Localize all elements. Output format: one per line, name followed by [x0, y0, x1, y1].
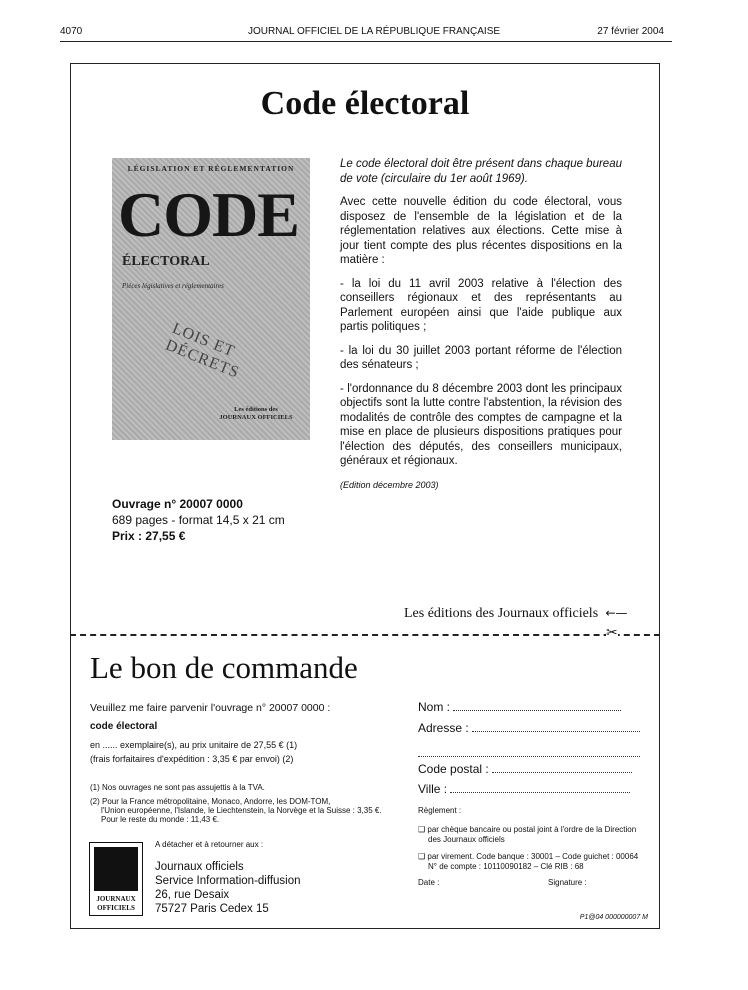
ouvrage-details: 689 pages - format 14,5 x 21 cm — [112, 513, 285, 527]
item-1: - la loi du 11 avril 2003 relative à l'élection des conseillers régionaux et des représentants au Parlement européen ainsi que l'aide publique aux partis politiques ; — [340, 277, 622, 333]
body-text: Avec cette nouvelle édition du code électoral, vous disposez de l'ensemble de la législation et de la réglementation relatives aux élections. Cette mise à jour tient compte des plus récentes dispositions en la matière : — [340, 196, 622, 266]
cover-top-line: LÉGISLATION ET RÉGLEMENTATION — [127, 164, 295, 173]
cover-lois: LOIS ET DÉCRETS — [162, 319, 242, 382]
header-rule — [60, 41, 672, 42]
adresse-field[interactable] — [418, 721, 640, 735]
note-2b: l'Union européenne, l'Islande, le Liechtenstein, la Norvège et la Suisse : 3,35 €. — [101, 806, 382, 815]
ouvrage-info — [112, 496, 285, 544]
cut-line — [70, 634, 660, 636]
nom-field[interactable] — [418, 700, 621, 714]
address-line-1: Journaux officiels — [155, 861, 244, 873]
cheque-line-2: des Journaux officiels — [428, 834, 505, 844]
order-line4: (frais forfaitaires d'expédition : 3,35 € par envoi) (2) — [90, 754, 294, 764]
ouvrage-price: Prix : 27,55 € — [112, 529, 186, 543]
code-postal-field[interactable] — [418, 762, 632, 776]
arrow-left-icon: ←— — [601, 606, 628, 620]
order-line3: en ...... exemplaire(s), au prix unitaire de 27,55 € (1) — [90, 740, 298, 750]
note-1: (1) Nos ouvrages ne sont pas assujettis à la TVA. — [90, 783, 265, 792]
note-2c: Pour le reste du monde : 11,43 €. — [101, 815, 220, 824]
reglement-label: Règlement : — [418, 806, 462, 815]
signature-label: Signature : — [548, 878, 587, 887]
order-line1: Veuillez me faire parvenir l'ouvrage n° 20007 0000 : — [90, 702, 331, 714]
payment-virement-option[interactable] — [418, 852, 638, 871]
cover-jo: Les éditions des JOURNAUX OFFICIELS — [219, 406, 293, 421]
item-2: - la loi du 30 juillet 2003 portant réforme de l'élection des sénateurs ; — [340, 344, 622, 371]
adresse-input-2[interactable] — [418, 746, 640, 757]
virement-line-2: N° de compte : 10110090182 – Clé RIB : 68 — [428, 861, 584, 871]
detach-text: A détacher et à retourner aux : — [155, 840, 264, 849]
edition-note: (Edition décembre 2003) — [340, 479, 439, 490]
cover-electoral: ÉLECTORAL — [122, 254, 210, 269]
page-title: Code électoral — [260, 85, 470, 122]
book-cover-image — [112, 158, 310, 440]
ville-field[interactable] — [418, 782, 630, 796]
editions-text: Les éditions des Journaux officiels — [404, 606, 599, 621]
cheque-line-1: ❑ par chèque bancaire ou postal joint à l'ordre de la Direction — [418, 825, 637, 834]
adresse-label: Adresse : — [418, 721, 469, 735]
note-2a: (2) Pour la France métropolitaine, Monaco, Andorre, les DOM-TOM, — [90, 797, 331, 806]
journal-title: JOURNAL OFFICIEL DE LA RÉPUBLIQUE FRANÇAISE — [247, 26, 501, 37]
description — [340, 157, 622, 501]
address-line-4: 75727 Paris Cedex 15 — [155, 903, 269, 915]
nom-label: Nom : — [418, 700, 451, 714]
item-3: - l'ordonnance du 8 décembre 2003 dont les principaux objectifs sont la lutte contre l'abstention, la révision des modalités de contrôle des comptes de campagne et la mise en place de plusieurs dispositions pratiques pour l'élection des députés, des conseillers municipaux, généraux et régionaux. — [340, 382, 622, 467]
nom-input[interactable] — [453, 700, 621, 711]
return-address — [155, 860, 301, 916]
page-number: 4070 — [60, 26, 83, 37]
adresse-input[interactable] — [472, 721, 640, 732]
ville-input[interactable] — [450, 782, 630, 793]
cover-code: CODE — [118, 179, 299, 250]
payment-cheque-option[interactable] — [418, 825, 636, 844]
journaux-officiels-logo — [89, 842, 143, 916]
virement-line-1: ❑ par virement. Code banque : 30001 – Code guichet : 00064 — [418, 852, 639, 861]
adresse-line-2[interactable] — [418, 744, 640, 762]
address-line-2: Service Information-diffusion — [155, 875, 301, 887]
ouvrage-ref: Ouvrage n° 20007 0000 — [112, 497, 243, 511]
logo-text-2: OFFICIELS — [97, 904, 135, 912]
code-postal-label: Code postal : — [418, 762, 489, 776]
logo-text-1: JOURNAUX — [96, 895, 136, 903]
intro-text: Le code électoral doit être présent dans chaque bureau de vote (circulaire du 1er août 1969). — [340, 158, 622, 185]
address-line-3: 26, rue Desaix — [155, 889, 230, 901]
footer-ref: P1@04 000000007 M — [579, 914, 648, 921]
cover-subtitle: Pièces législatives et réglementaires — [122, 282, 224, 290]
order-line2: code électoral — [90, 721, 158, 732]
header-date: 27 février 2004 — [597, 26, 664, 37]
editions-line — [404, 606, 628, 622]
scissors-icon: ✂ — [606, 625, 618, 641]
code-postal-input[interactable] — [492, 762, 632, 773]
order-title: Le bon de commande — [90, 650, 358, 685]
date-label: Date : — [418, 878, 440, 887]
ville-label: Ville : — [418, 782, 448, 796]
